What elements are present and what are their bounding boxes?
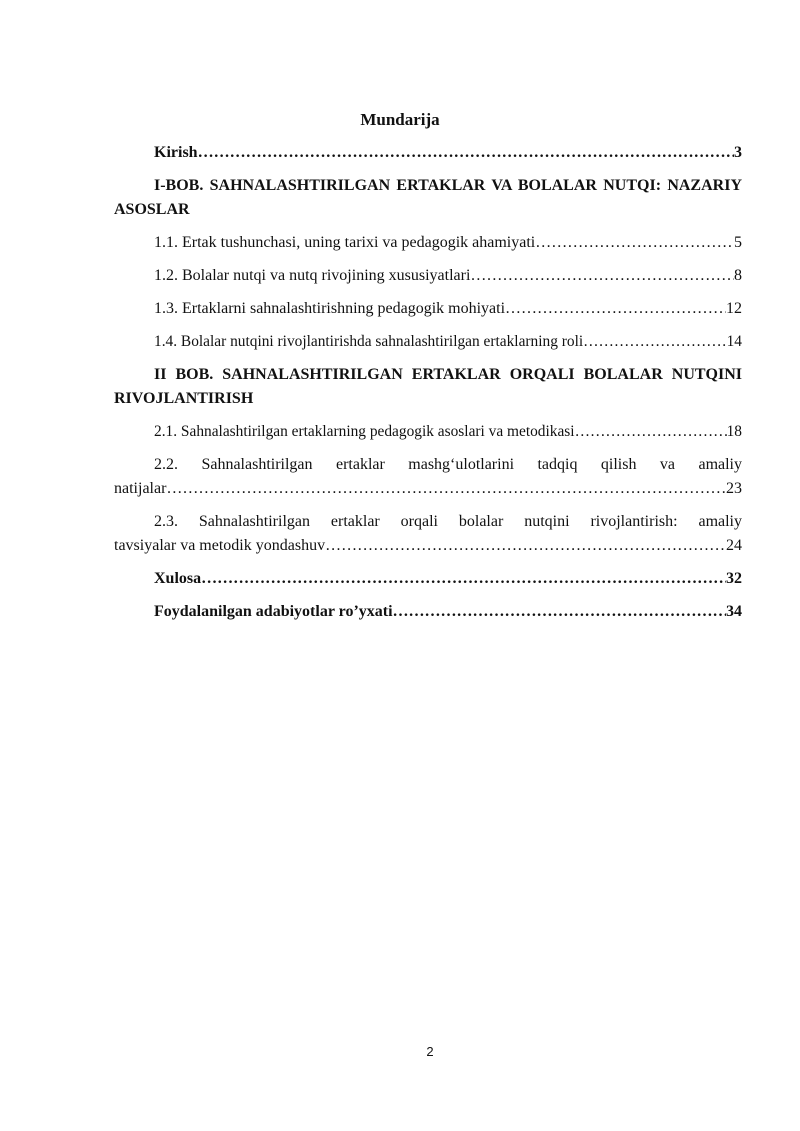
toc-page-number: 32 bbox=[726, 570, 742, 587]
toc-entry-label: Xulosa bbox=[154, 570, 202, 587]
dot-leader bbox=[575, 420, 727, 444]
dot-leader bbox=[198, 141, 734, 165]
toc-title: Mundarija bbox=[360, 110, 440, 129]
toc-entry-1-1[interactable] bbox=[114, 231, 742, 255]
toc-entry-kirish[interactable] bbox=[114, 141, 742, 165]
dot-leader bbox=[393, 600, 726, 624]
dot-leader bbox=[201, 567, 726, 591]
toc-page-number: 23 bbox=[726, 480, 742, 497]
toc-entry-label: Foydalanilgan adabiyotlar ro’yxati bbox=[154, 603, 393, 620]
dot-leader bbox=[166, 477, 726, 501]
toc-chapter-1-heading[interactable]: I-BOB. SAHNALASHTIRILGAN ERTAKLAR VA BOLALAR NUTQI: NAZARIY ASOSLAR bbox=[114, 177, 742, 218]
toc-entry-label: 1.2. Bolalar nutqi va nutq rivojining xususiyatlari bbox=[154, 267, 471, 284]
toc-page-number: 34 bbox=[726, 603, 742, 620]
toc-entry-label-line1: 2.2. Sahnalashtirilgan ertaklar mashg‘ulotlarini tadqiq qilish va amaliy bbox=[154, 456, 742, 473]
dot-leader bbox=[535, 231, 734, 255]
toc-entry-label: 2.1. Sahnalashtirilgan ertaklarning pedagogik asoslari va metodikasi bbox=[154, 423, 575, 440]
toc-entry-1-2[interactable] bbox=[114, 264, 742, 288]
dot-leader bbox=[505, 297, 726, 321]
toc-entry-label: 1.3. Ertaklarni sahnalashtirishning pedagogik mohiyati bbox=[154, 300, 506, 317]
toc-entry-label-line1: 2.3. Sahnalashtirilgan ertaklar orqali bolalar nutqini rivojlantirish: amaliy bbox=[154, 513, 742, 530]
toc-entry-continuation bbox=[114, 477, 742, 501]
toc-page-number: 24 bbox=[726, 537, 742, 554]
toc-page-number: 12 bbox=[726, 300, 742, 317]
toc-entry-label-line2: natijalar bbox=[114, 480, 167, 497]
dot-leader bbox=[470, 264, 734, 288]
toc-page-number: 8 bbox=[734, 267, 742, 284]
toc-page-number: 3 bbox=[734, 144, 742, 161]
page-number: 2 bbox=[426, 1044, 434, 1059]
toc-entry-1-4[interactable] bbox=[114, 330, 742, 354]
toc-entry-label: 1.4. Bolalar nutqini rivojlantirishda sahnalashtirilgan ertaklarning roli bbox=[154, 333, 584, 350]
toc-entry-2-1[interactable] bbox=[114, 420, 742, 444]
dot-leader bbox=[583, 330, 726, 354]
toc-page-number: 5 bbox=[734, 234, 742, 251]
toc-entry-continuation bbox=[114, 534, 742, 558]
toc-entry-1-3[interactable] bbox=[114, 297, 742, 321]
table-of-contents bbox=[114, 141, 742, 624]
toc-entry-label: 1.1. Ertak tushunchasi, uning tarixi va pedagogik ahamiyati bbox=[154, 234, 536, 251]
toc-entry-adabiyotlar[interactable] bbox=[114, 600, 742, 624]
toc-entry-label-line2: tavsiyalar va metodik yondashuv bbox=[114, 537, 326, 554]
toc-entry-xulosa[interactable] bbox=[114, 567, 742, 591]
toc-entry-label: Kirish bbox=[154, 144, 198, 161]
toc-entry-2-3[interactable] bbox=[114, 510, 742, 558]
toc-chapter-2-heading[interactable]: II BOB. SAHNALASHTIRILGAN ERTAKLAR ORQALI BOLALAR NUTQINI RIVOJLANTIRISH bbox=[114, 366, 742, 407]
toc-entry-2-2[interactable] bbox=[114, 453, 742, 501]
toc-page-number: 18 bbox=[726, 423, 742, 440]
dot-leader bbox=[325, 534, 726, 558]
toc-page-number: 14 bbox=[726, 333, 742, 350]
